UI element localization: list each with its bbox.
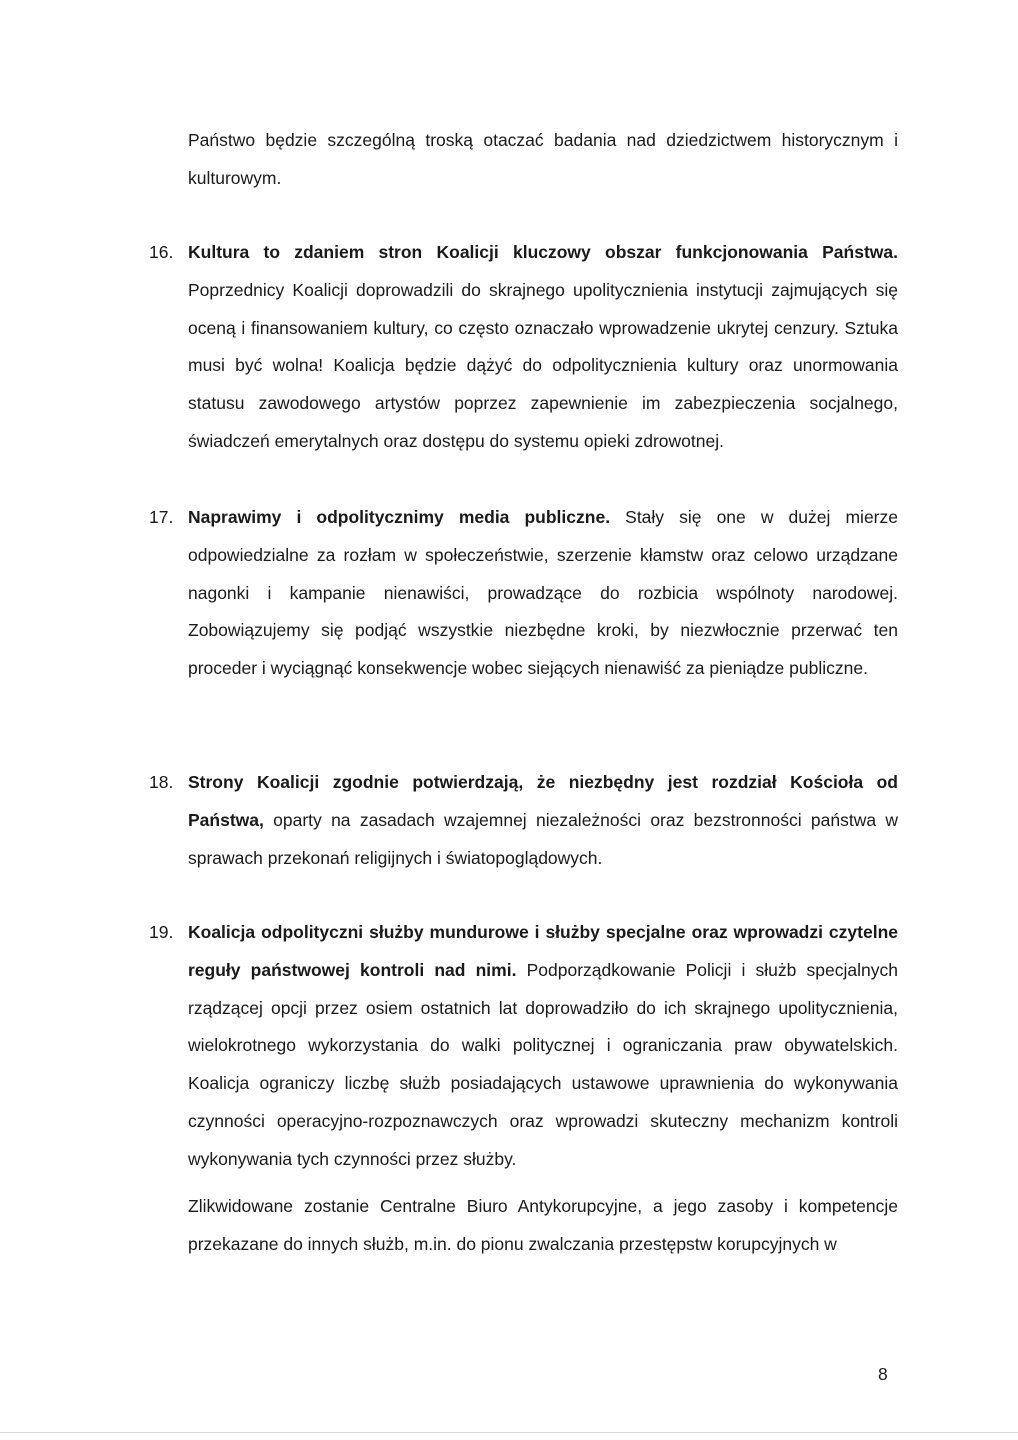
item-text: oparty na zasadach wzajemnej niezależności oraz bezstronności państwa w sprawach przekonań religijnych i światopoglądowych. xyxy=(188,809,898,868)
list-item-19 xyxy=(149,914,898,1179)
item-text: Poprzednicy Koalicji doprowadzili do skrajnego upolitycznienia instytucji zajmujących się oceną i finansowaniem kultury, co często oznaczało wprowadzenie ukrytej cenzury. Sztuka musi być wolna! Koalicja będzie dążyć do odpolitycznienia kultury oraz unormowania statusu zawodowego artystów poprzez zapewnienie im zabezpieczenia socjalnego, świadczeń emerytalnych oraz dostępu do systemu opieki zdrowotnej. xyxy=(188,279,898,451)
item-body xyxy=(188,234,898,461)
list-item-17 xyxy=(149,499,898,688)
list-item-18 xyxy=(149,764,898,877)
item-heading: Koalicja odpolityczni służby mundurowe i służby specjalne oraz wprowadzi czytelne reguły państwowej kontroli nad nimi. xyxy=(188,922,898,980)
item-heading: Strony Koalicji zgodnie potwierdzają, że niezbędny jest rozdział Kościoła od Państwa, xyxy=(188,772,898,830)
scan-edge-line xyxy=(0,1432,1018,1433)
item-number: 19. xyxy=(149,922,174,942)
item-number: 18. xyxy=(149,772,174,792)
item-body xyxy=(188,499,898,688)
page-number: 8 xyxy=(878,1364,888,1384)
item-text: Podporządkowanie Policji i służb specjalnych rządzącej opcji przez osiem ostatnich lat doprowadziło do ich skrajnego upolitycznienia, wielokrotnego wykorzystania do walki politycznej i ograniczania praw obywatelskich. Koalicja ograniczy liczbę służb posiadających ustawowe uprawnienia do wykonywania czynności operacyjno-rozpoznawczych oraz wprowadzi skuteczny mechanizm kontroli wykonywania tych czynności przez służby. xyxy=(188,959,898,1169)
closing-text: Zlikwidowane zostanie Centralne Biuro Antykorupcyjne, a jego zasoby i kompetencje przekazane do innych służb, m.in. do pionu zwalczania przestępstw korupcyjnych w xyxy=(188,1196,898,1254)
item-body xyxy=(188,914,898,1179)
item-number: 17. xyxy=(149,507,174,527)
item-text: Stały się one w dużej mierze odpowiedzialne za rozłam w społeczeństwie, szerzenie kłamstw oraz celowo urządzane nagonki i kampanie nienawiści, prowadzące do rozbicia wspólnoty narodowej. Zobowiązujemy się podjąć wszystkie niezbędne kroki, by niezwłocznie przerwać ten proceder i wyciągnąć konsekwencje wobec siejących nienawiść za pieniądze publiczne. xyxy=(188,507,898,679)
intro-text: Państwo będzie szczególną troską otaczać badania nad dziedzictwem historycznym i kulturowym. xyxy=(188,130,898,188)
list-item-16 xyxy=(149,234,898,461)
item-number: 16. xyxy=(149,242,174,262)
item-heading: Naprawimy i odpolitycznimy media publiczne. xyxy=(188,507,611,527)
item-heading: Kultura to zdaniem stron Koalicji kluczowy obszar funkcjonowania Państwa. xyxy=(188,242,898,262)
closing-paragraph xyxy=(188,1188,898,1264)
intro-paragraph xyxy=(188,122,898,198)
item-body xyxy=(188,764,898,877)
